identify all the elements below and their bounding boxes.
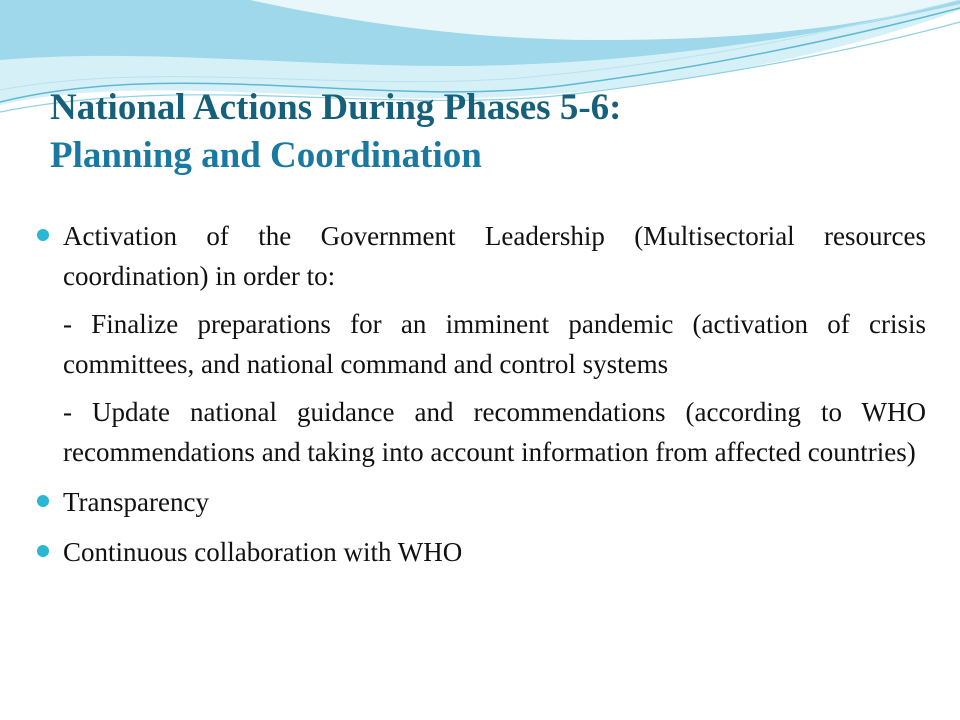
bullet-item-activation	[36, 216, 926, 296]
subpoint-update-guidance: - Update national guidance and recommendations (according to WHO recommendations and taking into account information from affected countries)	[63, 397, 926, 467]
bullet-text-transparency: Transparency	[63, 487, 209, 517]
bullet-dot-icon	[37, 545, 49, 557]
bullet-dot-icon	[37, 495, 49, 507]
bullet-item-transparency	[36, 482, 926, 522]
subpoint-finalize-preparations: - Finalize preparations for an imminent pandemic (activation of crisis committees, and national command and control systems	[63, 309, 926, 379]
slide-title-line1: National Actions During Phases 5-6:	[50, 87, 622, 128]
bullet-text-activation: Activation of the Government Leadership (Multisectorial resources coordination) in order to:	[63, 221, 926, 291]
bullet-text-collaboration: Continuous collaboration with WHO	[63, 537, 463, 567]
slide-title	[50, 84, 930, 180]
bullet-list	[36, 216, 926, 572]
bullet-item-collaboration	[36, 532, 926, 572]
bullet-dot-icon	[37, 229, 49, 241]
slide-title-line2: Planning and Coordination	[50, 135, 482, 176]
